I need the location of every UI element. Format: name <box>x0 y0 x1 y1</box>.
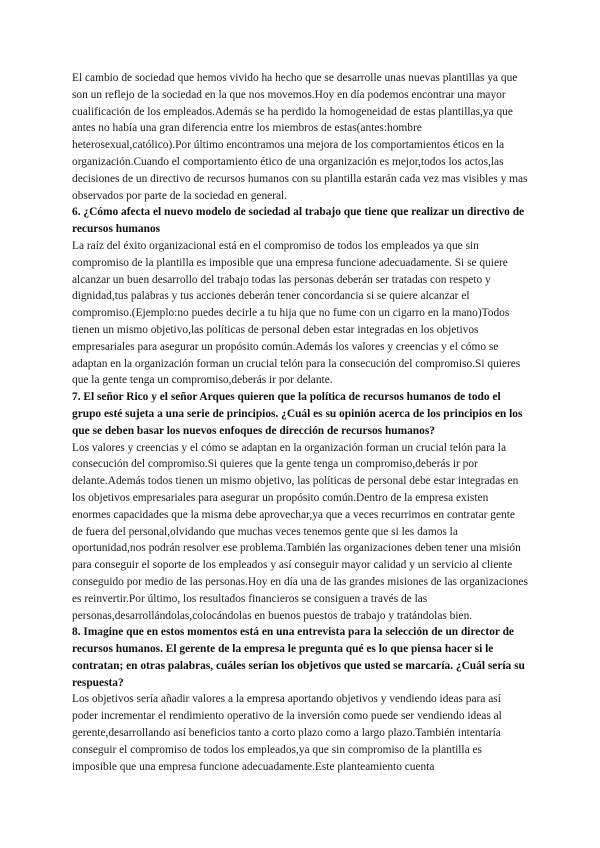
question-7-heading: 7. El señor Rico y el señor Arques quieren que la política de recursos humanos de todo el grupo esté sujeta a una serie de principios. ¿Cuál es su opinión acerca de los principios en los que se deben basar los nuevos enfoques de dirección de recursos humanos? <box>72 391 523 437</box>
question-8-answer: Los objetivos sería añadir valores a la empresa aportando objetivos y vendiendo ideas para así poder incrementar el rendimiento operativo de la inversión como puede ser vendiendo ideas al gerente,desarrollando así beneficios tanto a corto plazo como a largo plazo.También intentaría conseguir el compromiso de todos los empleados,ya que sin compromiso de la plantilla es imposible que una empresa funcione adecuadamente.Este planteamiento cuenta <box>72 693 502 773</box>
question-8-heading: 8. Imagine que en estos momentos está en una entrevista para la selección de un director de recursos humanos. El gerente de la empresa le pregunta qué es lo que piensa hacer si le contratan; en otras palabras, cuáles serían los objetivos que usted se marcaría. ¿Cuál sería su respuesta? <box>72 626 525 689</box>
question-7-answer: Los valores y creencias y el cómo se adaptan en la organización forman un crucial telón para la consecución del compromiso.Si quieres que la gente tenga un compromiso,deberás ir por delante.Además todos tienen un mismo objetivo, las políticas de personal debe estar integradas en los objetivos empresariales para asegurar un propósito común.Dentro de la empresa existen enormes capacidades que la misma debe aprovechar,ya que a veces recurrimos en contratar gente de fuera del personal,olvidando que muchas veces tenemos gente que si les damos la oportunidad,nos podrán resolver ese problema.También las organizaciones deben tener una misión para conseguir el soporte de los empleados y así conseguir mayor calidad y un servicio al cliente conseguido por medio de las personas.Hoy en día una de las grandes misiones de las organizaciones es reinvertir.Por último, los resultados financieros se consiguen a través de las personas,desarrollándolas,colocándolas en buenos puestos de trabajo y tratándolas bien. <box>72 441 528 622</box>
question-6-heading: 6. ¿Cómo afecta el nuevo modelo de sociedad al trabajo que tiene que realizar un directivo de recursos humanos <box>72 206 525 236</box>
intro-paragraph: El cambio de sociedad que hemos vivido ha hecho que se desarrolle unas nuevas plantillas ya que son un reflejo de la sociedad en la que nos movemos.Hoy en día podemos encontrar una mayor cualificación de los empleados.Además se ha perdido la homogeneidad de estas plantillas,ya que antes no había una gran diferencia entre los miembros de estas(antes:hombre heterosexual,católico).Por último encontramos una mejora de los comportamientos éticos en la organización.Cuando el comportamiento ético de una organización es mejor,todos los actos,las decisiones de un directivo de recursos humanos con su plantilla estarán cada vez mas visibles y mas observados por parte de la sociedad en general. <box>72 72 528 202</box>
question-6-answer: La raíz del éxito organizacional está en el compromiso de todos los empleados ya que sin compromiso de la plantilla es imposible que una empresa funcione adecuadamente. Si se quiere alcanzar un buen desarrollo del trabajo todas las personas deberán ser tratadas con respeto y dignidad,tus palabras y tus acciones deberán tener concordancia si se quiere alcanzar el compromiso.(Ejemplo:no puedes decirle a tu hija que no fume con un cigarro en la mano)Todos tienen un mismo objetivo,las políticas de personal deben estar integradas en los objetivos empresariales para asegurar un propósito común.Además los valores y creencias y el cómo se adaptan en la organización forman un crucial telón para la consecución del compromiso.Si quieres que la gente tenga un compromiso,deberás ir por delante. <box>72 239 521 387</box>
document-page <box>72 70 528 775</box>
